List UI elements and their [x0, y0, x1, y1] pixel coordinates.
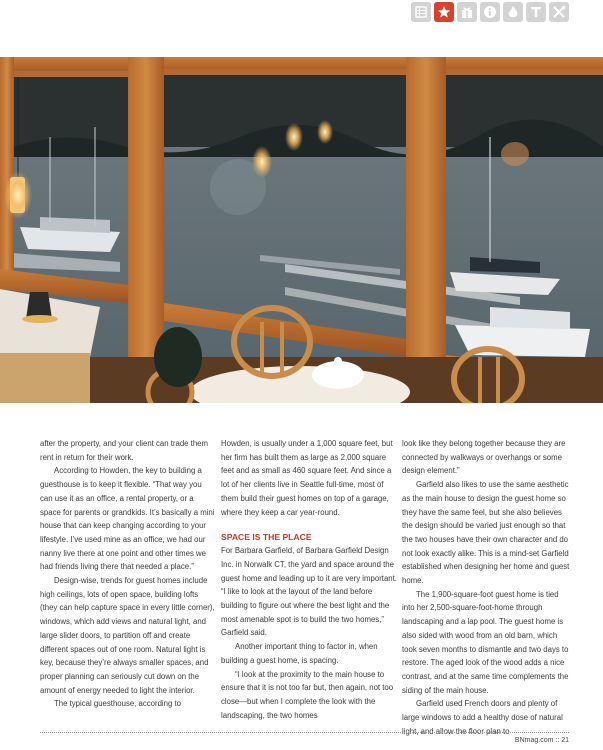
tools-icon [552, 5, 566, 19]
paragraph: “I look at the proximity to the main house to ensure that it is not too far but, then again, not too close—but when I complete the look with the landscaping, the two homes [221, 669, 394, 720]
paragraph: after the property, and your client can trade them rent in return for their work. [40, 439, 209, 462]
toolbar-tools-button[interactable] [549, 2, 569, 22]
article-column-3 [402, 437, 570, 738]
paragraph: For Barbara Garfield, of Barbara Garfield Design Inc. in Norwalk CT, the yard and space around the guest home and leading up to it are very important. “I like to look at the layout of the land before building to figure out where the best light and the most amenable spot is to build the two homes,” Garfield said. [221, 546, 397, 638]
article-column-1 [40, 437, 216, 711]
paragraph: Howden, is usually under a 1,000 square feet, but her firm has built them as large as 2,000 square feet and as small as 460 square feet. And since a lot of her clients live in Seattle full-time, most of them build their guest homes on top of a garage, where they keep a car year-round. [221, 439, 393, 517]
toolbar-grid-button[interactable] [411, 2, 431, 22]
grid-icon [414, 5, 428, 19]
article-photo [0, 57, 603, 403]
page-folio: BNmag.com :: 21 [514, 737, 569, 744]
section-heading: SPACE IS THE PLACE [221, 532, 312, 543]
paragraph: Garfield also likes to use the same aesthetic as the main house to design the guest home so they have the same feel, but she also believes the design should be varied just enough so that the two houses have their own character and do not look exactly alike. This is a mind-set Garfield established when designing her home and guest home. [402, 480, 570, 586]
star-icon [437, 5, 451, 19]
paragraph: look like they belong together because they are connected by walkways or overhangs or some design element.” [402, 439, 566, 476]
footer-divider [40, 732, 569, 733]
paragraph: Garfield used French doors and plenty of large windows to add a healthy dose of natural light, and allow the floor plan to [402, 699, 563, 736]
paragraph: Design-wise, trends for guest homes include high ceilings, lots of open space, building lofts (they can help capture space in every little corner), windows, which add views and natural light, and large slider doors, to partition off and create different spaces out of one room. Natural light is key, because they’re always smaller spaces, and proper planning can seriously cut down on the amount of energy needed to light the interior. [40, 576, 215, 695]
info-icon [483, 5, 497, 19]
text-icon [529, 5, 543, 19]
paragraph: The 1,900-square-foot guest home is tied into her 2,500-square-foot-home through landscaping and a lap pool. The guest home is also sided with wood from an old barn, which took seven months to dismantle and two days to restore. The aged look of the wood adds a nice contrast, and at the same time complements the siding of the main house. [402, 589, 569, 695]
flame-icon [506, 5, 520, 19]
toolbar-info-button[interactable] [480, 2, 500, 22]
toolbar-star-button[interactable] [434, 2, 454, 22]
article-column-2 [221, 437, 397, 722]
page-toolbar [411, 2, 569, 22]
toolbar-gift-button[interactable] [457, 2, 477, 22]
toolbar-text-button[interactable] [526, 2, 546, 22]
paragraph: According to Howden, the key to building a guesthouse is to keep it flexible. “That way you can use it as an office, a rental property, or a space for parents or grandkids. It’s basically a mini house that can keep changing according to your lifestyle. I’ve used mine as an office, we had our nanny live there at one point and other times we had friends living there that needed a place.” [40, 466, 215, 572]
toolbar-flame-button[interactable] [503, 2, 523, 22]
paragraph: Another important thing to factor in, when building a guest home, is spacing. [221, 642, 378, 665]
gift-icon [460, 5, 474, 19]
paragraph: The typical guesthouse, according to [54, 699, 181, 709]
